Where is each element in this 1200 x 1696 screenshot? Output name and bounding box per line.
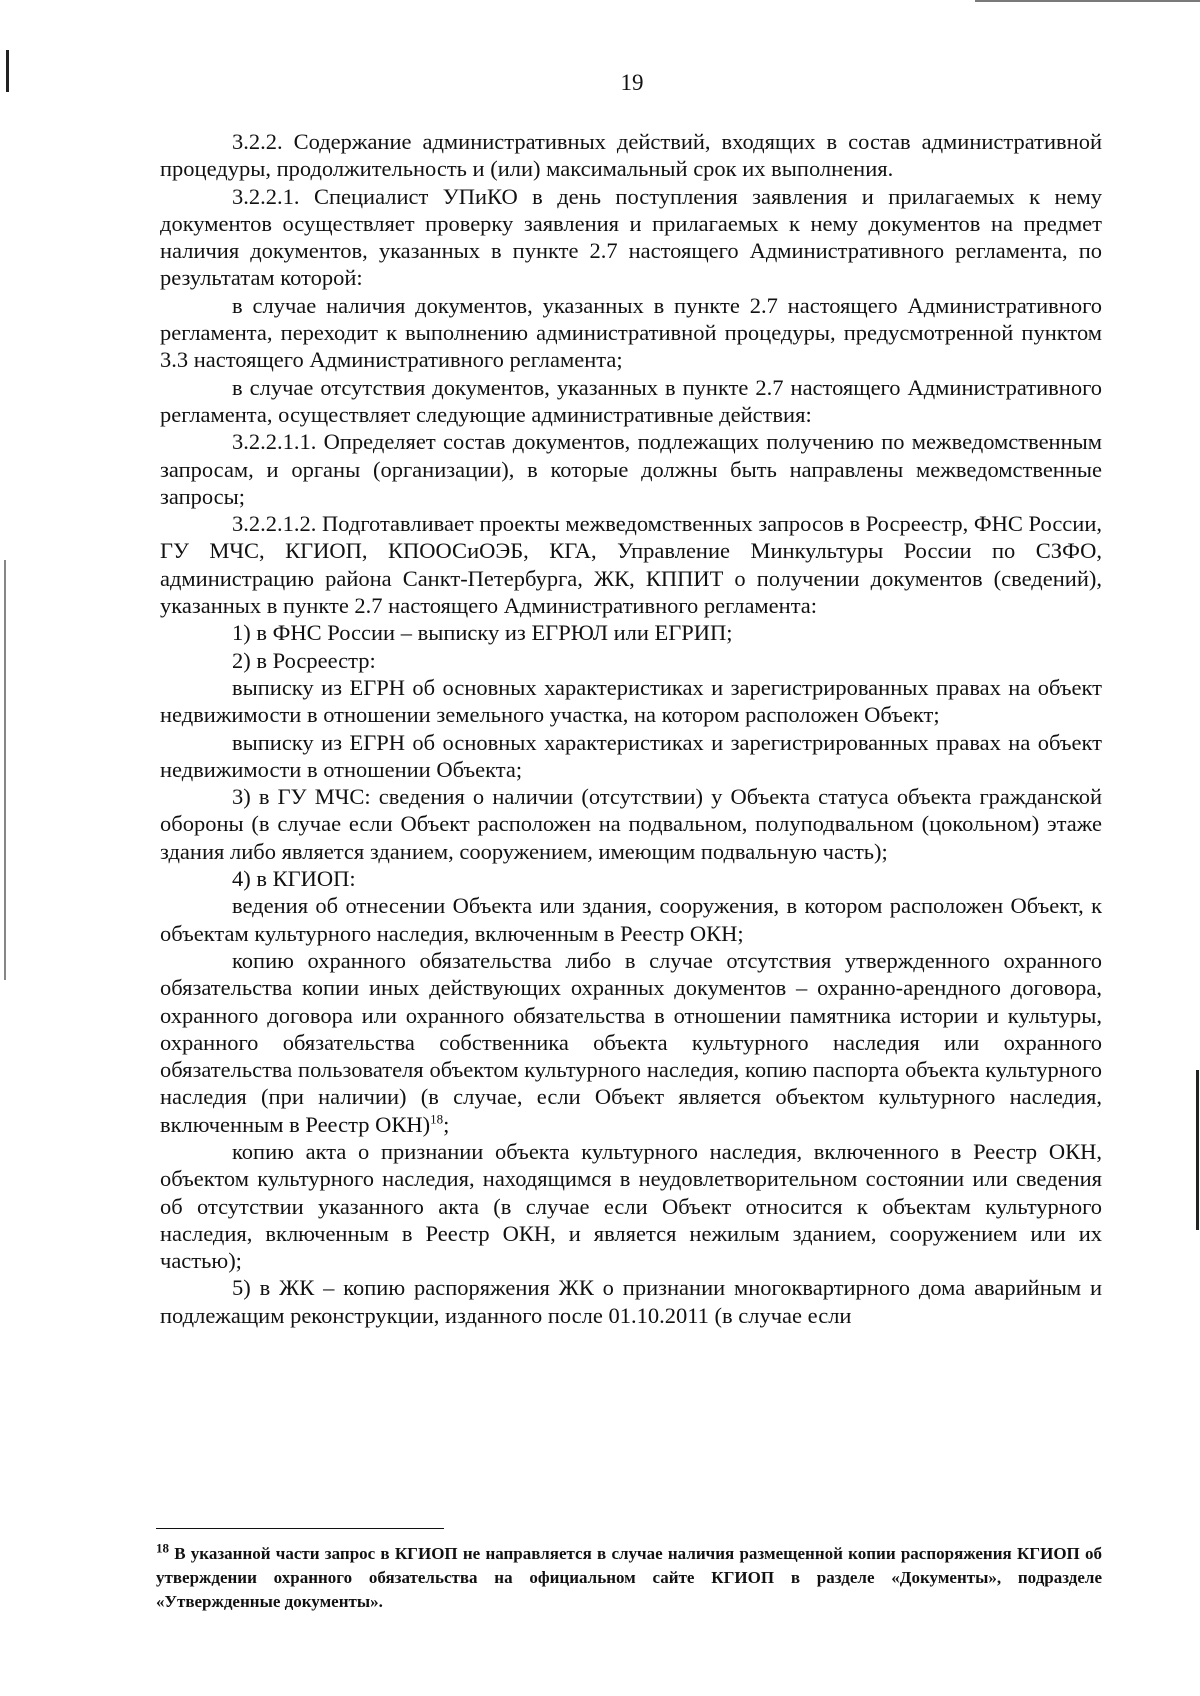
footnote: [156, 1542, 1102, 1614]
paragraph: копию акта о признании объекта культурного наследия, включенного в Реестр ОКН, объектом культурного наследия, находящимся в неудовлетворительном состоянии или сведения об отсутствии указанного акта (в случае если Объект относится к объектам культурного наследия, включенным в Реестр ОКН, и является нежилым зданием, сооружением или их частью);: [160, 1138, 1102, 1274]
footnote-divider: [156, 1528, 444, 1529]
paragraph: в случае отсутствия документов, указанных в пункте 2.7 настоящего Административного регламента, осуществляет следующие административные действия:: [160, 374, 1102, 427]
page-number: 19: [620, 70, 644, 95]
list-item: 4) в КГИОП:: [232, 866, 356, 892]
paragraph-with-footnote: [160, 947, 1102, 1138]
list-item: 3) в ГУ МЧС: сведения о наличии (отсутствии) у Объекта статуса объекта гражданской обороны (в случае если Объект расположен на подвальном, полуподвальном (цокольном) этаже здания либо является зданием, сооружением, имеющим подвальную часть);: [160, 784, 1102, 864]
list-item: 1) в ФНС России – выписку из ЕГРЮЛ или ЕГРИП;: [232, 620, 733, 646]
scan-edge-mark: [975, 0, 1200, 2]
footnote-text: В указанной части запрос в КГИОП не направляется в случае наличия размещенной копии распоряжения КГИОП об утверждении охранного обязательства на официальном сайте КГИОП в разделе «Документы», подразделе «Утвержденные документы».: [156, 1544, 1102, 1611]
paragraph: 3.2.2.1.1. Определяет состав документов, подлежащих получению по межведомственным запросам, и органы (организации), в которые должны быть направлены межведомственные запросы;: [160, 429, 1102, 509]
paragraph: выписку из ЕГРН об основных характеристиках и зарегистрированных правах на объект недвижимости в отношении Объекта;: [160, 729, 1102, 782]
paragraph-text: копию охранного обязательства либо в случае отсутствия утвержденного охранного обязательства копии иных действующих охранных документов – охранно-арендного договора, охранного договора или охранного обязательства в отношении памятника истории и культуры, охранного обязательства собственника объекта культурного наследия или охранного обязательства пользователя объектом культурного наследия, копию паспорта объекта культурного наследия (при наличии) (в случае, если Объект является объектом культурного наследия, включенным в Реестр ОКН): [160, 947, 1102, 1137]
paragraph: ведения об отнесении Объекта или здания, сооружения, в котором расположен Объект, к объектам культурного наследия, включенным в Реестр ОКН;: [160, 893, 1102, 946]
footnote-reference[interactable]: 18: [430, 1111, 444, 1127]
scan-edge-mark: [1196, 1070, 1199, 1230]
document-body: [160, 128, 1102, 1329]
list-item: 5) в ЖК – копию распоряжения ЖК о признании многоквартирного дома аварийным и подлежащим реконструкции, изданного после 01.10.2011 (в случае если: [160, 1275, 1102, 1328]
paragraph: 3.2.2. Содержание административных действий, входящих в состав административной процедуры, продолжительность и (или) максимальный срок их выполнения.: [160, 129, 1102, 182]
paragraph-punctuation: ;: [443, 1111, 450, 1137]
list-item: 2) в Росреестр:: [232, 647, 376, 673]
paragraph: выписку из ЕГРН об основных характеристиках и зарегистрированных правах на объект недвижимости в отношении земельного участка, на котором расположен Объект;: [160, 674, 1102, 728]
paragraph: в случае наличия документов, указанных в пункте 2.7 настоящего Административного регламента, переходит к выполнению административной процедуры, предусмотренной пунктом 3.3 настоящего Административного регламента;: [160, 292, 1102, 373]
paragraph: 3.2.2.1. Специалист УПиКО в день поступления заявления и прилагаемых к нему документов осуществляет проверку заявления и прилагаемых к нему документов на предмет наличия документов, указанных в пункте 2.7 настоящего Административного регламента, по результатам которой:: [160, 183, 1102, 291]
footnote-marker: 18: [156, 1540, 169, 1556]
paragraph: 3.2.2.1.2. Подготавливает проекты межведомственных запросов в Росреестр, ФНС России, ГУ МЧС, КГИОП, КПООСиОЭБ, КГА, Управление Минкультуры России по СЗФО, администрацию района Санкт-Петербурга, ЖК, КППИТ о получении документов (сведений), указанных в пункте 2.7 настоящего Административного регламента:: [160, 511, 1102, 619]
scan-edge-mark: [4, 560, 6, 980]
